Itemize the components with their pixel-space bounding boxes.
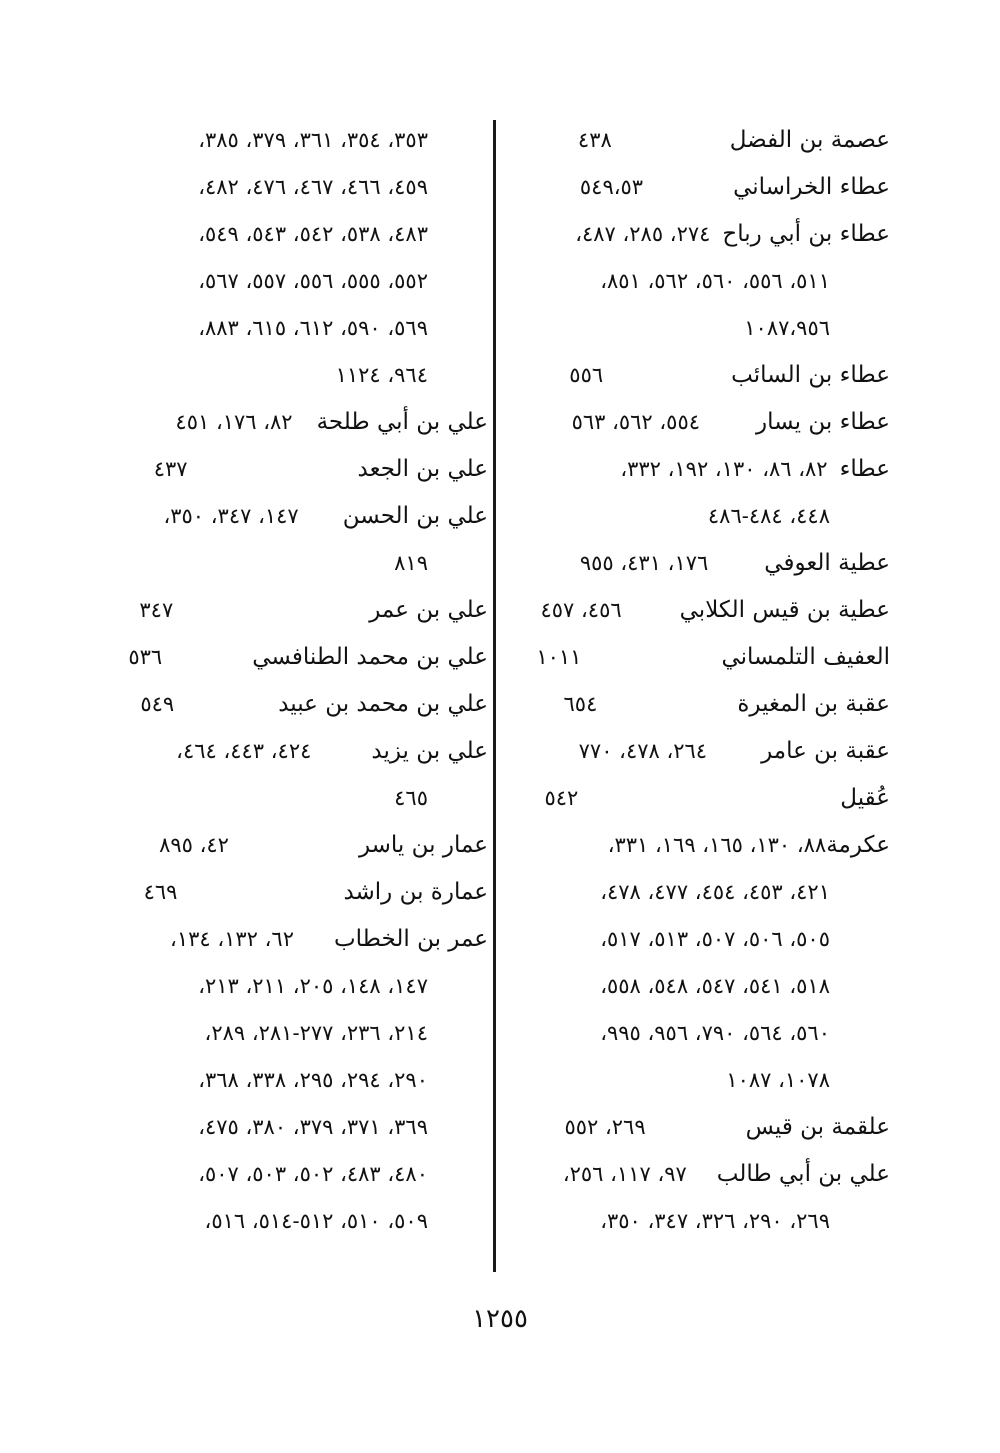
index-entry [508,728,890,775]
entry-name: العفيف التلمساني [721,644,890,670]
index-entry-continuation [508,963,890,1010]
entry-name: عطية بن قيس الكلابي [679,597,890,623]
entry-pages: ٦٥٤ [563,692,598,716]
index-entry-continuation [508,1198,890,1245]
entry-pages: ٥٤٩،٥٣ [579,175,644,199]
entry-name: عطاء بن أبي رباح [722,221,890,247]
entry-pages: ٢٩٠، ٢٩٤، ٢٩٥، ٣٣٨، ٣٦٨، [198,1068,428,1092]
index-entry-continuation [100,540,488,587]
entry-name: علي بن الجعد [357,456,488,482]
index-entry [508,540,890,587]
entry-pages: ٤٦٥ [394,786,428,810]
entry-name: عصمة بن الفضل [729,127,890,153]
index-entry [508,211,890,258]
entry-pages: ٣٦٩، ٣٧١، ٣٧٩، ٣٨٠، ٤٧٥، [198,1115,428,1139]
index-entry [508,681,890,728]
entry-name: علي بن أبي طلحة [316,409,488,435]
entry-name: علي بن الحسن [342,503,488,529]
index-entry-continuation [100,1151,488,1198]
entry-name: عطاء بن يسار [756,409,890,435]
index-entry [508,352,890,399]
index-entry [508,1104,890,1151]
entry-pages: ٥٥٦ [569,363,604,387]
entry-name: عمار بن ياسر [358,832,488,858]
index-entry [100,493,488,540]
entry-name: علقمة بن قيس [745,1114,890,1140]
index-entry-continuation [100,258,488,305]
entry-pages: ٢٦٩، ٥٥٢ [564,1115,646,1139]
entry-pages: ١٠١١ [536,645,582,669]
entry-name: عمارة بن راشد [343,879,488,905]
index-entry-continuation [508,916,890,963]
entry-name: عُقيل [840,785,890,811]
entry-pages: ٥١١، ٥٥٦، ٥٦٠، ٥٦٢، ٨٥١، [600,269,830,293]
left-column [100,117,488,1245]
entry-pages: ٥٥٢، ٥٥٥، ٥٥٦، ٥٥٧، ٥٦٧، [198,269,428,293]
index-entry-continuation [508,493,890,540]
entry-pages: ١٧٦، ٤٣١، ٩٥٥ [579,551,709,575]
entry-pages: ٦٢، ١٣٢، ١٣٤، [170,927,294,951]
right-column [508,117,890,1245]
index-entry [508,634,890,681]
entry-pages: ١٤٧، ١٤٨، ٢٠٥، ٢١١، ٢١٣، [198,974,428,998]
entry-pages: ٢٧٤، ٢٨٥، ٤٨٧، [575,222,711,246]
entry-pages: ١٠٧٨، ١٠٨٧ [726,1068,830,1092]
entry-pages: ٤٢١، ٤٥٣، ٤٥٤، ٤٧٧، ٤٧٨، [600,880,830,904]
index-entry-continuation [100,211,488,258]
entry-pages: ١٤٧، ٣٤٧، ٣٥٠، [163,504,299,528]
index-entry-continuation [100,305,488,352]
index-entry-continuation [100,1104,488,1151]
index-entry [100,916,488,963]
entry-pages: ٨٢، ١٧٦، ٤٥١ [175,410,293,434]
index-entry-continuation [508,1057,890,1104]
entry-name: عطاء الخراساني [733,174,890,200]
entry-name: علي بن محمد بن عبيد [278,691,488,717]
index-entry-continuation [100,1198,488,1245]
index-entry [100,587,488,634]
index-entry [100,728,488,775]
index-entry-continuation [100,1010,488,1057]
index-entry [100,399,488,446]
entry-name: عمر بن الخطاب [333,926,488,952]
entry-pages: ٥٦٠، ٥٦٤، ٧٩٠، ٩٥٦، ٩٩٥، [600,1021,830,1045]
entry-name: علي بن يزيد [371,738,488,764]
index-entry-continuation [508,305,890,352]
entry-pages: ٢١٤، ٢٣٦، ٢٧٧-٢٨١، ٢٨٩، [204,1021,428,1045]
index-entry [508,399,890,446]
index-entry [508,164,890,211]
page-number: ١٢٥٥ [472,1304,528,1334]
index-entry-continuation [100,1057,488,1104]
entry-pages: ٥٥٤، ٥٦٢، ٥٦٣ [571,410,701,434]
entry-name: عقبة بن عامر [761,738,890,764]
entry-pages: ٥٠٩، ٥١٠، ٥١٢-٥١٤، ٥١٦، [204,1209,428,1233]
entry-pages: ٥٤٩ [140,692,175,716]
entry-name: عكرمة [826,832,890,858]
entry-pages: ٤٢٤، ٤٤٣، ٤٦٤، [176,739,312,763]
entry-pages: ٥١٨، ٥٤١، ٥٤٧، ٥٤٨، ٥٥٨، [600,974,830,998]
index-entry-continuation [100,352,488,399]
index-entry [508,822,890,869]
index-entry-continuation [100,775,488,822]
entry-pages: ٣٤٧ [139,598,174,622]
entry-pages: ٤٣٨ [577,128,612,152]
entry-pages: ٤٥٩، ٤٦٦، ٤٦٧، ٤٧٦، ٤٨٢، [198,175,428,199]
entry-pages: ٥٦٩، ٥٩٠، ٦١٢، ٦١٥، ٨٨٣، [198,316,428,340]
entry-pages: ٩٦٤، ١١٢٤ [335,363,428,387]
entry-name: علي بن عمر [369,597,488,623]
entry-pages: ٩٧، ١١٧، ٢٥٦، [562,1162,687,1186]
entry-pages: ٤٨٣، ٥٣٨، ٥٤٢، ٥٤٣، ٥٤٩، [198,222,428,246]
entry-pages: ٤٨٠، ٤٨٣، ٥٠٢، ٥٠٣، ٥٠٧، [198,1162,428,1186]
index-entry-continuation [508,258,890,305]
index-entry [508,775,890,822]
index-entry [508,117,890,164]
entry-name: عطاء [839,456,890,482]
index-entry [100,634,488,681]
index-entry [100,681,488,728]
index-entry-continuation [508,1010,890,1057]
index-entry [100,446,488,493]
index-entry [508,446,890,493]
entry-pages: ٣٥٣، ٣٥٤، ٣٦١، ٣٧٩، ٣٨٥، [198,128,428,152]
entry-name: علي بن محمد الطنافسي [252,644,488,670]
entry-name: عقبة بن المغيرة [737,691,890,717]
entry-pages: ٥٣٦ [128,645,163,669]
entry-pages: ٤٦٩ [143,880,178,904]
entry-pages: ٨٨، ١٣٠، ١٦٥، ١٦٩، ٣٣١، [607,833,827,857]
entry-name: علي بن أبي طالب [716,1161,890,1187]
index-entry-continuation [100,164,488,211]
column-divider [493,120,496,1272]
entry-pages: ٤٢، ٨٩٥ [159,833,229,857]
entry-pages: ٤٣٧ [153,457,188,481]
index-entry [508,1151,890,1198]
index-entry [100,822,488,869]
index-entry-continuation [100,963,488,1010]
entry-pages: ٨٢، ٨٦، ١٣٠، ١٩٢، ٣٣٢، [620,457,828,481]
entry-pages: ٤٥٦، ٤٥٧ [540,598,622,622]
entry-pages: ٤٤٨، ٤٨٤-٤٨٦ [707,504,830,528]
entry-name: عطاء بن السائب [731,362,890,388]
entry-pages: ١٠٨٧،٩٥٦ [744,316,830,340]
entry-pages: ٥٠٥، ٥٠٦، ٥٠٧، ٥١٣، ٥١٧، [600,927,830,951]
entry-pages: ٢٦٩، ٢٩٠، ٣٢٦، ٣٤٧، ٣٥٠، [600,1209,830,1233]
entry-name: عطية العوفي [764,550,890,576]
entry-pages: ٥٤٢ [544,786,579,810]
index-entry-continuation [100,117,488,164]
index-entry [508,587,890,634]
index-entry [100,869,488,916]
entry-pages: ٢٦٤، ٤٧٨، ٧٧٠ [578,739,708,763]
entry-pages: ٨١٩ [394,551,428,575]
index-entry-continuation [508,869,890,916]
